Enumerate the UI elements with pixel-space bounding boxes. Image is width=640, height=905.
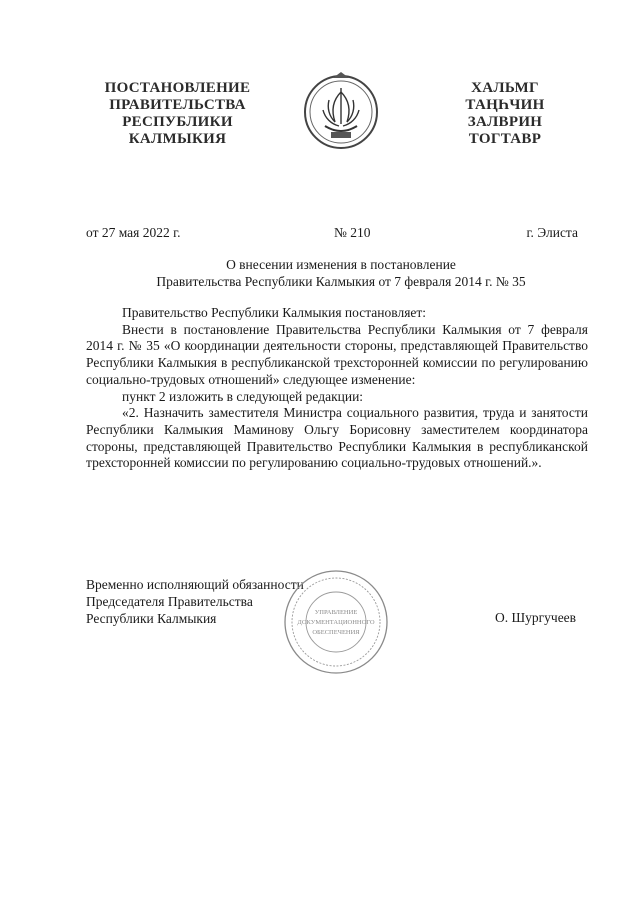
document-number: № 210 [334, 225, 371, 240]
document-body [86, 305, 588, 472]
header-right-line: ТАҢҺЧИН [465, 97, 545, 113]
header-left-line: РЕСПУБЛИКИ [122, 114, 233, 130]
kalmykia-coat-of-arms-icon [303, 70, 379, 154]
header-left-line: ПОСТАНОВЛЕНИЕ [104, 80, 251, 96]
title-line: Правительства Республики Калмыкия от 7 февраля 2014 г. № 35 [156, 274, 526, 289]
body-paragraph: «2. Назначить заместителя Министра социального развития, труда и занятости Республики Калмыкия Маминову Ольгу Борисовну заместителем координатора стороны, представляющей Правительство Республики Калмыкия в республиканской трехсторонней комиссии по регулированию социально-трудовых отношений.». [86, 405, 588, 471]
header-right-line: ХАЛЬМГ [471, 80, 539, 96]
header-right-line: ЗАЛВРИН [467, 114, 543, 130]
svg-text:УПРАВЛЕНИЕ: УПРАВЛЕНИЕ [314, 609, 358, 616]
official-stamp-icon [282, 568, 390, 676]
header-right-title [445, 80, 565, 148]
body-paragraph: Правительство Республики Калмыкия постановляет: [122, 305, 427, 320]
svg-text:ОБЕСПЕЧЕНИЯ: ОБЕСПЕЧЕНИЯ [312, 629, 360, 636]
header-left-line: КАЛМЫКИЯ [128, 131, 227, 147]
document-meta [86, 225, 578, 245]
body-paragraph: пункт 2 изложить в следующей редакции: [122, 388, 364, 404]
signature-line: Председателя Правительства [86, 594, 253, 609]
signature-line: Республики Калмыкия [86, 611, 217, 626]
document-date: от 27 мая 2022 г. [86, 225, 181, 240]
signer-name: О. Шургучеев [495, 610, 577, 625]
header-left-line: ПРАВИТЕЛЬСТВА [109, 97, 246, 113]
header-left-title [95, 80, 260, 148]
header-right-line: ТОГТАВР [468, 131, 542, 147]
body-paragraph: Внести в постановление Правительства Республики Калмыкия от 7 февраля 2014 г. № 35 «О координации деятельности стороны, представляющей Правительство Республики Калмыкия в республиканской трехсторонней комиссии по регулированию социально-трудовых отношений» следующее изменение: [86, 321, 588, 387]
svg-text:ДОКУМЕНТАЦИОННОГО: ДОКУМЕНТАЦИОННОГО [297, 619, 375, 626]
document-title [86, 256, 596, 290]
document-city: г. Элиста [526, 225, 578, 240]
title-line: О внесении изменения в постановление [226, 257, 456, 272]
signature-line: Временно исполняющий обязанности [86, 577, 304, 592]
